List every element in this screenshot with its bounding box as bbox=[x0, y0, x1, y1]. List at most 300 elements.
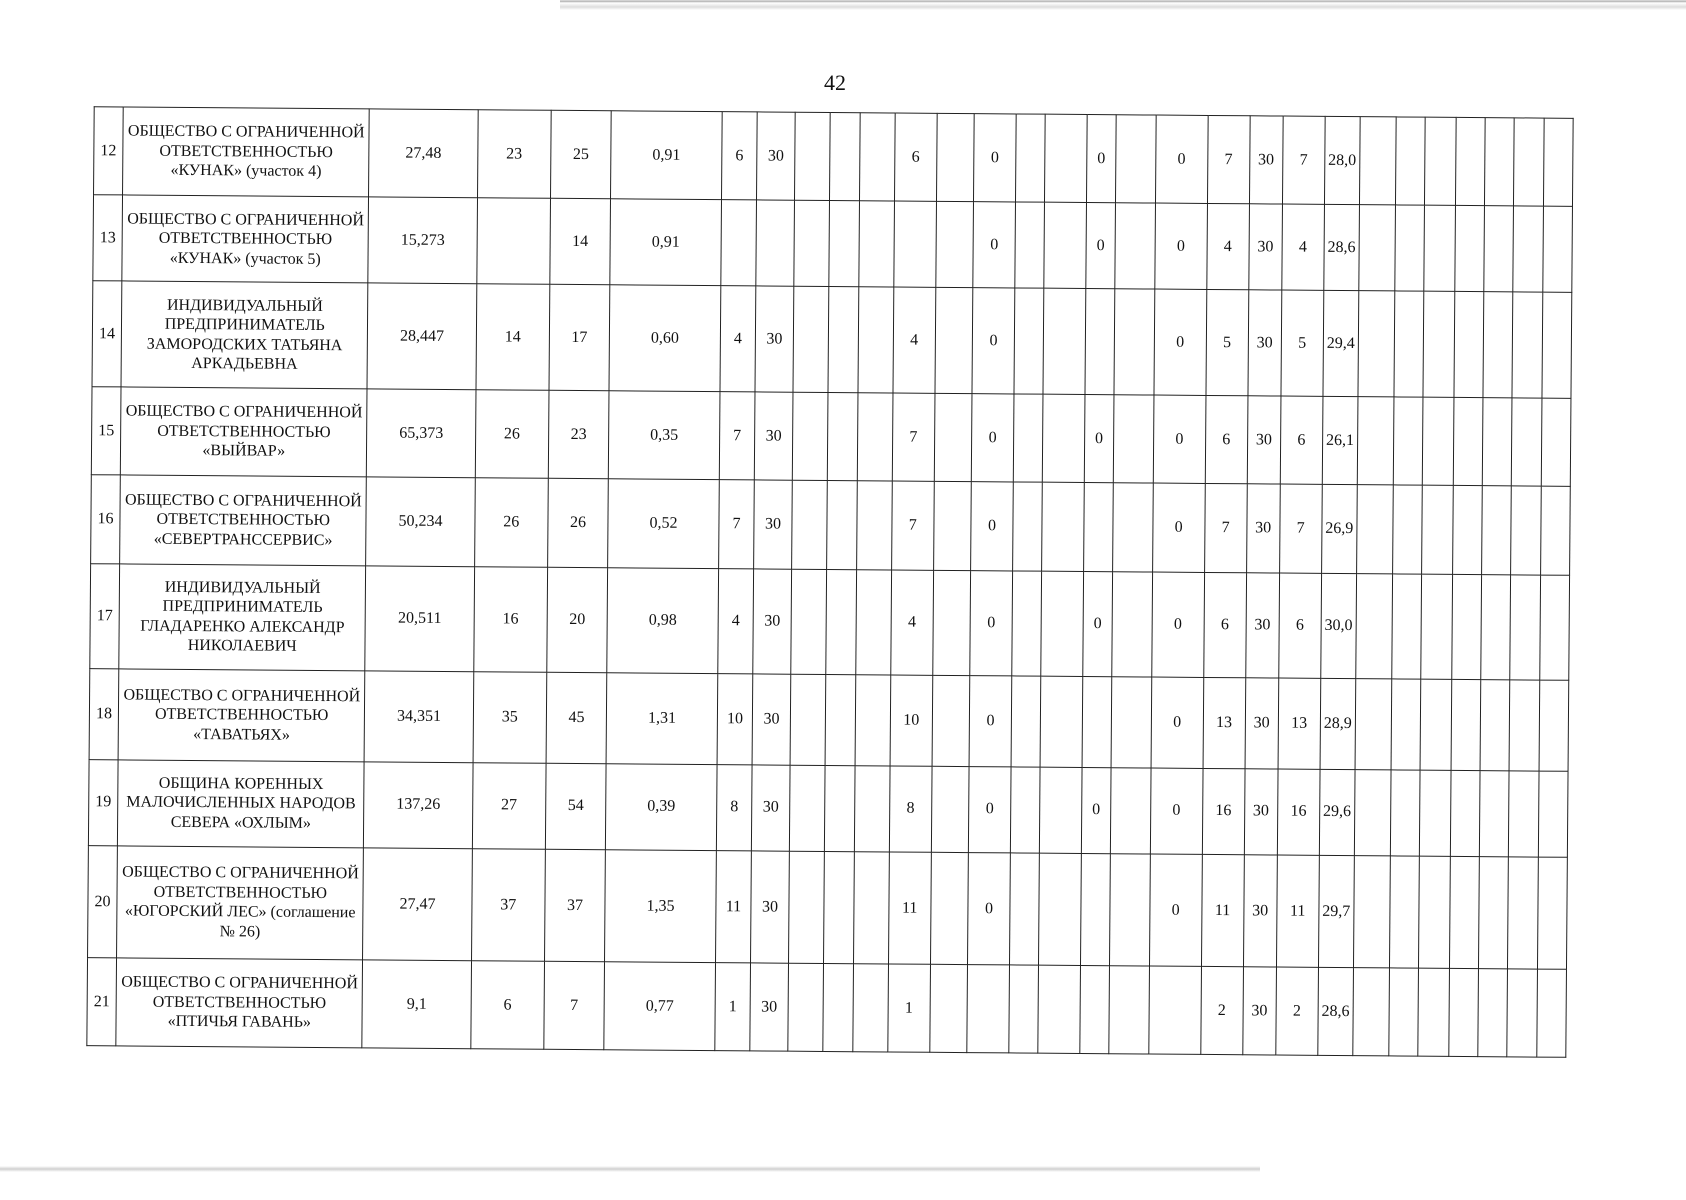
table-cell: 0 bbox=[970, 570, 1013, 676]
row-number: 16 bbox=[91, 475, 121, 564]
table-cell: 8 bbox=[889, 765, 931, 851]
table-cell bbox=[1010, 766, 1040, 852]
table-cell: 0,98 bbox=[607, 567, 718, 673]
table-cell: 0 bbox=[1154, 289, 1207, 395]
table-cell bbox=[1354, 769, 1390, 855]
table-cell bbox=[1541, 398, 1571, 487]
table-cell: 30 bbox=[750, 963, 788, 1052]
table-cell: 0 bbox=[973, 202, 1015, 288]
table-cell: 9,1 bbox=[362, 959, 471, 1048]
table-cell bbox=[1449, 968, 1479, 1057]
row-number: 20 bbox=[88, 845, 118, 957]
table-cell bbox=[1452, 574, 1482, 680]
table-cell: 30 bbox=[1243, 854, 1277, 966]
table-cell: 20 bbox=[547, 567, 608, 673]
table-cell bbox=[1424, 205, 1456, 291]
table-cell: 14 bbox=[476, 284, 550, 390]
table-cell bbox=[933, 482, 971, 571]
table-cell bbox=[1480, 680, 1510, 771]
table-cell bbox=[788, 963, 824, 1052]
table-row bbox=[89, 669, 1569, 771]
table-cell: 30 bbox=[755, 286, 793, 392]
table-cell bbox=[853, 851, 889, 963]
table-cell bbox=[1392, 485, 1422, 574]
table-cell bbox=[1011, 676, 1041, 767]
table-cell bbox=[857, 287, 893, 393]
table-cell bbox=[1391, 573, 1421, 679]
table-cell bbox=[1110, 767, 1150, 853]
table-cell: 30 bbox=[1247, 396, 1281, 485]
table-cell: 0 bbox=[1150, 768, 1203, 855]
table-cell bbox=[1513, 206, 1543, 292]
table-cell bbox=[829, 201, 859, 287]
table-cell: 30 bbox=[1246, 484, 1280, 573]
table-cell bbox=[1450, 770, 1480, 856]
table-cell bbox=[1111, 677, 1151, 768]
table-cell bbox=[936, 113, 974, 202]
table-cell bbox=[1083, 483, 1113, 572]
table-cell bbox=[858, 201, 894, 287]
table-cell: 1,31 bbox=[606, 673, 717, 764]
table-cell bbox=[1542, 206, 1572, 292]
data-table bbox=[86, 106, 1573, 1058]
table-cell: 27,48 bbox=[369, 109, 478, 198]
table-cell: 26,1 bbox=[1322, 396, 1358, 485]
row-number: 18 bbox=[89, 669, 119, 760]
table-row bbox=[91, 387, 1571, 487]
table-cell bbox=[855, 675, 891, 766]
table-cell bbox=[790, 674, 826, 765]
table-cell: 0 bbox=[1081, 767, 1111, 853]
table-cell: 6 bbox=[1280, 396, 1322, 485]
table-cell bbox=[1148, 966, 1201, 1055]
table-cell: 30 bbox=[754, 480, 792, 569]
table-cell: 10 bbox=[890, 675, 932, 766]
table-cell: 23 bbox=[477, 110, 551, 199]
table-cell bbox=[828, 287, 858, 393]
table-cell bbox=[1112, 571, 1152, 677]
table-cell: 28,6 bbox=[1317, 967, 1353, 1056]
table-cell bbox=[1038, 965, 1080, 1054]
table-cell bbox=[1483, 398, 1513, 487]
row-number: 19 bbox=[88, 759, 118, 845]
table-cell bbox=[1394, 291, 1424, 397]
table-cell: 26 bbox=[474, 478, 548, 567]
organization-name: ИНДИВИДУАЛЬНЫЙ ПРЕДПРИНИМАТЕЛЬ ЗАМОРОДСКИХ ТАТЬЯНА АРКАДЬЕВНА bbox=[121, 281, 368, 388]
table-cell: 11 bbox=[1276, 855, 1319, 967]
table-cell bbox=[788, 851, 824, 963]
table-cell: 28,6 bbox=[1323, 205, 1359, 291]
scan-edge-bottom bbox=[0, 1166, 1260, 1174]
table-cell: 1,35 bbox=[605, 849, 716, 962]
table-cell bbox=[828, 392, 858, 481]
table-cell bbox=[1514, 118, 1544, 207]
table-cell bbox=[1113, 395, 1153, 484]
table-cell bbox=[1454, 292, 1484, 398]
table-cell bbox=[1510, 574, 1540, 680]
table-cell bbox=[1422, 397, 1454, 486]
table-cell: 0,52 bbox=[608, 479, 719, 568]
table-cell bbox=[1116, 115, 1156, 204]
table-cell bbox=[794, 201, 830, 287]
table-cell: 15,273 bbox=[368, 197, 477, 284]
table-cell bbox=[929, 964, 967, 1053]
table-cell bbox=[1080, 965, 1110, 1054]
table-cell bbox=[855, 569, 891, 675]
table-cell: 7 bbox=[1280, 484, 1322, 573]
table-cell bbox=[1485, 118, 1515, 207]
table-cell: 0 bbox=[1083, 571, 1113, 677]
table-cell bbox=[931, 766, 969, 852]
table-cell: 30 bbox=[1245, 572, 1279, 678]
table-cell bbox=[1451, 679, 1481, 770]
table-cell bbox=[793, 287, 829, 393]
table-cell bbox=[1482, 486, 1512, 575]
table-cell bbox=[967, 964, 1009, 1053]
table-cell: 23 bbox=[548, 390, 609, 479]
table-cell: 30,0 bbox=[1320, 573, 1356, 679]
table-cell bbox=[1478, 968, 1508, 1057]
table-cell: 0 bbox=[972, 288, 1015, 394]
table-cell bbox=[1509, 680, 1539, 771]
table-cell bbox=[1481, 574, 1511, 680]
table-cell bbox=[794, 112, 830, 201]
table-cell bbox=[1358, 291, 1394, 397]
table-cell: 7 bbox=[544, 961, 605, 1050]
table-cell bbox=[1418, 856, 1450, 968]
table-cell: 4 bbox=[718, 568, 754, 674]
table-cell: 30 bbox=[753, 568, 791, 674]
table-cell: 6 bbox=[1205, 395, 1247, 484]
table-cell bbox=[856, 481, 892, 570]
table-cell bbox=[756, 200, 794, 286]
table-cell: 28,0 bbox=[1324, 116, 1360, 205]
table-cell bbox=[1115, 203, 1155, 289]
table-cell bbox=[1507, 968, 1537, 1057]
table-cell bbox=[1040, 767, 1082, 853]
table-cell: 11 bbox=[888, 852, 931, 964]
table-cell bbox=[826, 569, 856, 675]
table-cell: 0 bbox=[1086, 203, 1116, 289]
table-cell: 27,47 bbox=[363, 848, 472, 961]
table-cell bbox=[1353, 967, 1389, 1056]
table-cell bbox=[1109, 965, 1149, 1054]
table-cell: 54 bbox=[545, 763, 606, 850]
table-cell: 17 bbox=[549, 285, 610, 391]
table-cell bbox=[1014, 288, 1044, 394]
table-cell bbox=[789, 765, 825, 851]
table-cell bbox=[1539, 575, 1569, 681]
table-cell: 8 bbox=[716, 764, 752, 850]
table-cell bbox=[935, 288, 973, 394]
table-cell bbox=[1114, 289, 1154, 395]
table-cell: 4 bbox=[891, 570, 934, 676]
table-cell: 13 bbox=[1203, 677, 1245, 768]
table-cell bbox=[1391, 679, 1421, 770]
table-cell: 6 bbox=[471, 960, 545, 1049]
table-cell: 30 bbox=[1249, 116, 1283, 205]
table-row bbox=[93, 195, 1573, 293]
table-cell bbox=[477, 198, 551, 285]
table-cell bbox=[1479, 856, 1509, 968]
table-cell bbox=[1039, 853, 1082, 965]
table-cell bbox=[791, 480, 827, 569]
table-cell: 10 bbox=[717, 674, 753, 765]
table-cell: 26,9 bbox=[1321, 485, 1357, 574]
table-cell bbox=[1540, 486, 1570, 575]
organization-name: ОБЩИНА КОРЕННЫХ МАЛОЧИСЛЕННЫХ НАРОДОВ СЕВЕРА «ОХЛЫМ» bbox=[118, 759, 365, 847]
table-cell: 6 bbox=[721, 112, 757, 201]
table-cell: 0 bbox=[974, 114, 1016, 203]
table-cell bbox=[1539, 680, 1569, 771]
table-cell bbox=[1511, 486, 1541, 575]
table-cell: 2 bbox=[1201, 966, 1243, 1055]
table-cell bbox=[1390, 769, 1420, 855]
row-number: 17 bbox=[90, 563, 120, 669]
table-cell: 37 bbox=[471, 848, 545, 961]
table-cell: 5 bbox=[1281, 290, 1324, 396]
table-cell: 0,77 bbox=[604, 961, 715, 1050]
table-cell: 7 bbox=[1282, 116, 1324, 205]
table-cell bbox=[1013, 394, 1043, 483]
table-cell bbox=[1480, 770, 1510, 856]
table-cell bbox=[1042, 394, 1084, 483]
table-cell: 1 bbox=[715, 962, 751, 1051]
table-cell: 4 bbox=[1207, 204, 1249, 290]
table-cell bbox=[1080, 853, 1110, 965]
page-number: 42 bbox=[824, 70, 846, 95]
table-cell: 0 bbox=[1155, 115, 1208, 204]
table-cell: 20,511 bbox=[365, 565, 474, 671]
table-cell bbox=[1393, 397, 1423, 486]
table-cell bbox=[1113, 483, 1153, 572]
organization-name: ОБЩЕСТВО С ОГРАНИЧЕННОЙ ОТВЕТСТВЕННОСТЬЮ «ПТИЧЬЯ ГАВАНЬ» bbox=[116, 958, 363, 1048]
table-cell bbox=[1484, 206, 1514, 292]
table-cell: 0 bbox=[972, 394, 1014, 483]
table-cell bbox=[1015, 114, 1045, 203]
table-cell: 14 bbox=[550, 199, 611, 286]
row-number: 21 bbox=[87, 957, 117, 1046]
table-cell bbox=[1424, 117, 1456, 206]
table-cell bbox=[1013, 482, 1043, 571]
table-cell: 0 bbox=[968, 852, 1011, 964]
table-cell: 16 bbox=[474, 566, 548, 672]
row-number: 14 bbox=[92, 281, 122, 387]
table-body bbox=[87, 107, 1573, 1058]
table-cell: 28,9 bbox=[1320, 678, 1356, 769]
table-cell bbox=[1421, 574, 1453, 680]
table-cell: 0 bbox=[1151, 572, 1204, 678]
table-cell: 0 bbox=[1153, 395, 1206, 484]
table-cell bbox=[1041, 571, 1084, 677]
table-cell: 27 bbox=[472, 762, 546, 849]
table-cell bbox=[852, 963, 888, 1052]
table-cell bbox=[1536, 969, 1566, 1058]
organization-name: ОБЩЕСТВО С ОГРАНИЧЕННОЙ ОТВЕТСТВЕННОСТЬЮ «ВЫЙВАР» bbox=[121, 387, 368, 477]
table-cell bbox=[932, 570, 970, 676]
table-cell bbox=[1044, 202, 1086, 288]
table-cell bbox=[1512, 292, 1542, 398]
table-cell: 0 bbox=[1154, 203, 1207, 290]
table-cell: 2 bbox=[1276, 967, 1318, 1056]
table-cell: 0,39 bbox=[606, 763, 717, 850]
table-row bbox=[90, 563, 1570, 680]
table-cell bbox=[1537, 857, 1567, 969]
table-cell: 0,35 bbox=[609, 391, 720, 480]
table-container bbox=[86, 106, 1573, 1058]
table-cell bbox=[1012, 570, 1042, 676]
table-cell: 34,351 bbox=[364, 671, 473, 762]
table-cell: 0 bbox=[1086, 115, 1116, 204]
table-cell bbox=[1360, 117, 1396, 206]
table-cell bbox=[1512, 398, 1542, 487]
table-cell: 30 bbox=[757, 112, 795, 201]
table-cell: 0 bbox=[969, 676, 1011, 767]
table-cell bbox=[1455, 206, 1485, 292]
table-cell bbox=[791, 569, 827, 675]
row-number: 15 bbox=[91, 387, 121, 476]
table-cell bbox=[930, 852, 968, 964]
table-cell bbox=[1009, 853, 1039, 965]
table-row bbox=[94, 107, 1574, 207]
table-cell bbox=[859, 113, 895, 202]
table-cell: 0,60 bbox=[609, 285, 720, 391]
table-cell bbox=[1453, 397, 1483, 486]
table-cell: 29,4 bbox=[1323, 291, 1359, 397]
table-cell: 35 bbox=[473, 672, 547, 763]
table-cell bbox=[1395, 117, 1425, 206]
table-cell: 0 bbox=[1152, 483, 1205, 572]
table-cell: 0 bbox=[969, 766, 1011, 852]
table-cell bbox=[824, 851, 854, 963]
table-cell bbox=[1356, 573, 1392, 679]
table-cell: 29,7 bbox=[1318, 855, 1354, 967]
table-cell: 26 bbox=[475, 390, 549, 479]
table-cell: 30 bbox=[1242, 966, 1276, 1055]
table-cell bbox=[1456, 117, 1486, 206]
table-cell: 30 bbox=[752, 764, 790, 850]
table-cell bbox=[1418, 968, 1450, 1057]
table-cell: 1 bbox=[888, 964, 930, 1053]
table-cell: 65,373 bbox=[367, 389, 476, 478]
table-cell: 11 bbox=[1201, 854, 1244, 966]
table-cell: 0 bbox=[1084, 394, 1114, 483]
table-cell: 11 bbox=[715, 850, 751, 962]
table-cell: 16 bbox=[1277, 769, 1319, 855]
table-row bbox=[88, 759, 1568, 857]
table-cell bbox=[854, 765, 890, 851]
table-cell bbox=[1419, 770, 1451, 856]
table-cell: 45 bbox=[546, 672, 607, 763]
table-cell bbox=[1043, 289, 1086, 395]
table-cell: 6 bbox=[1279, 573, 1322, 679]
scan-edge-top bbox=[560, 0, 1686, 10]
table-cell: 0 bbox=[1151, 677, 1204, 768]
table-cell bbox=[1045, 114, 1087, 203]
table-cell: 16 bbox=[1202, 768, 1244, 854]
table-cell: 30 bbox=[755, 392, 793, 481]
table-cell bbox=[825, 675, 855, 766]
table-cell: 7 bbox=[1207, 115, 1249, 204]
table-cell bbox=[857, 393, 893, 482]
table-cell bbox=[825, 765, 855, 851]
table-cell bbox=[932, 675, 970, 766]
table-cell: 7 bbox=[718, 480, 754, 569]
organization-name: ОБЩЕСТВО С ОГРАНИЧЕННОЙ ОТВЕТСТВЕННОСТЬЮ «СЕВЕРТРАНССЕРВИС» bbox=[120, 475, 367, 565]
table-cell: 5 bbox=[1206, 290, 1249, 396]
table-cell bbox=[1354, 855, 1390, 967]
table-cell bbox=[935, 202, 973, 288]
table-row bbox=[92, 281, 1572, 398]
table-row bbox=[91, 475, 1571, 575]
table-cell: 30 bbox=[751, 851, 789, 963]
table-cell bbox=[894, 201, 936, 287]
table-cell bbox=[1538, 771, 1568, 857]
table-cell: 0 bbox=[1149, 854, 1202, 966]
table-cell bbox=[721, 200, 757, 286]
table-cell: 0,91 bbox=[610, 199, 721, 286]
table-cell: 6 bbox=[1204, 572, 1247, 678]
table-cell bbox=[830, 112, 860, 201]
table-cell bbox=[1040, 676, 1082, 767]
table-row bbox=[87, 957, 1567, 1057]
table-cell bbox=[1421, 485, 1453, 574]
table-cell bbox=[1357, 397, 1393, 486]
table-cell bbox=[1357, 485, 1393, 574]
table-cell: 6 bbox=[894, 113, 936, 202]
table-cell bbox=[1009, 965, 1039, 1054]
table-cell bbox=[1483, 292, 1513, 398]
table-cell: 30 bbox=[752, 674, 790, 765]
table-cell bbox=[1394, 205, 1424, 291]
table-cell: 37 bbox=[544, 849, 605, 961]
table-cell bbox=[1042, 482, 1084, 571]
table-cell bbox=[1423, 292, 1455, 398]
table-cell bbox=[1355, 679, 1391, 770]
table-cell: 25 bbox=[550, 110, 611, 199]
table-cell: 26 bbox=[547, 479, 608, 568]
table-cell bbox=[792, 392, 828, 481]
table-cell: 13 bbox=[1278, 678, 1320, 769]
table-cell: 30 bbox=[1245, 678, 1279, 769]
table-cell: 4 bbox=[720, 286, 756, 392]
organization-name: ОБЩЕСТВО С ОГРАНИЧЕННОЙ ОТВЕТСТВЕННОСТЬЮ «КУНАК» (участок 5) bbox=[122, 195, 369, 283]
table-cell bbox=[1450, 856, 1480, 968]
organization-name: ИНДИВИДУАЛЬНЫЙ ПРЕДПРИНИМАТЕЛЬ ГЛАДАРЕНКО АЛЕКСАНДР НИКОЛАЕВИЧ bbox=[119, 563, 366, 670]
table-cell: 50,234 bbox=[366, 477, 475, 566]
table-cell: 7 bbox=[892, 393, 934, 482]
organization-name: ОБЩЕСТВО С ОГРАНИЧЕННОЙ ОТВЕТСТВЕННОСТЬЮ «ТАВАТЬЯХ» bbox=[118, 669, 365, 761]
table-cell: 30 bbox=[1244, 768, 1278, 854]
table-cell: 0 bbox=[971, 482, 1013, 571]
table-cell: 7 bbox=[719, 392, 755, 481]
table-cell bbox=[1388, 968, 1418, 1057]
table-cell bbox=[1110, 853, 1151, 965]
table-cell bbox=[1453, 486, 1483, 575]
organization-name: ОБЩЕСТВО С ОГРАНИЧЕННОЙ ОТВЕТСТВЕННОСТЬЮ «ЮГОРСКИЙ ЛЕС» (соглашение № 26) bbox=[117, 846, 364, 960]
table-row bbox=[88, 845, 1568, 969]
table-cell bbox=[1543, 118, 1573, 207]
table-cell: 0,91 bbox=[611, 111, 722, 200]
table-cell bbox=[1015, 202, 1045, 288]
organization-name: ОБЩЕСТВО С ОГРАНИЧЕННОЙ ОТВЕТСТВЕННОСТЬЮ «КУНАК» (участок 4) bbox=[123, 107, 370, 197]
row-number: 13 bbox=[93, 195, 123, 281]
table-cell: 7 bbox=[892, 481, 934, 570]
table-cell: 137,26 bbox=[364, 761, 473, 848]
table-cell: 30 bbox=[1248, 204, 1282, 290]
table-cell bbox=[1508, 856, 1538, 968]
table-cell: 28,447 bbox=[367, 283, 476, 389]
